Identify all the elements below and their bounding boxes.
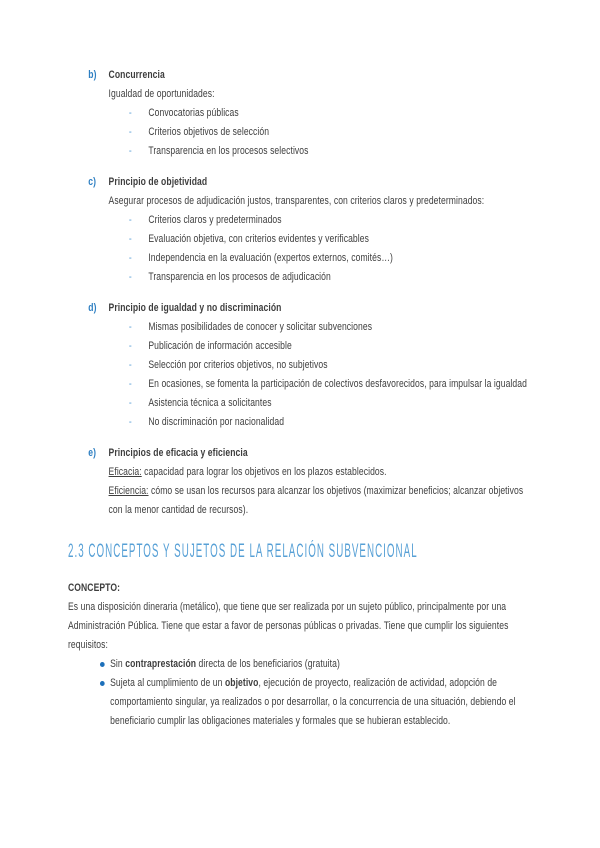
- dash-icon: -: [128, 145, 132, 157]
- bullet-text-bold: contraprestación: [125, 658, 197, 670]
- dash-icon: -: [128, 107, 132, 119]
- bullet-dot-icon: [100, 655, 110, 674]
- definition-line: [109, 482, 530, 520]
- dash-list-item: [109, 211, 530, 230]
- dash-list-item: [109, 268, 530, 287]
- concept-section: [68, 579, 530, 731]
- section-heading: [68, 540, 530, 564]
- concept-label: CONCEPTO:: [68, 582, 121, 594]
- dash-item-text: Selección por criterios objetivos, no subjetivos: [148, 359, 328, 371]
- dash-item-text: Independencia en la evaluación (expertos externos, comités…): [148, 252, 393, 264]
- dash-icon: -: [128, 214, 132, 226]
- item-title: Concurrencia: [108, 69, 165, 81]
- dash-icon: -: [128, 252, 132, 264]
- dash-item-text: Evaluación objetiva, con criterios evidentes y verificables: [148, 233, 369, 245]
- dash-list-item: [109, 375, 530, 394]
- item-body: [109, 66, 530, 161]
- concept-paragraph: Es una disposición dineraria (metálico), que tiene que ser realizada por un sujeto público, principalmente por una Administración Pública. Tiene que estar a favor de personas públicas o privadas. Tiene que cumplir los siguientes requisitos:: [68, 601, 509, 651]
- dash-icon: -: [128, 378, 132, 390]
- bullet-dot-icon: [100, 674, 110, 731]
- bullet-list-item: [68, 655, 530, 674]
- item-intro: Asegurar procesos de adjudicación justos, transparentes, con criterios claros y predeterminados:: [108, 195, 485, 207]
- dash-item-text: Criterios objetivos de selección: [148, 126, 270, 138]
- dash-list-item: [109, 142, 530, 161]
- lettered-item-b: [68, 66, 530, 161]
- dash-list-item: [109, 413, 530, 432]
- dash-list-item: [109, 337, 530, 356]
- dash-item-text: Transparencia en los procesos de adjudicación: [148, 271, 331, 283]
- lettered-item-d: [68, 299, 530, 432]
- dash-icon: -: [128, 126, 132, 138]
- bullet-text-pre: Sujeta al cumplimiento de un: [110, 677, 225, 689]
- definition-term: Eficacia:: [108, 466, 142, 478]
- dash-icon: -: [128, 233, 132, 245]
- dash-list-item: [109, 356, 530, 375]
- dash-icon: -: [128, 340, 132, 352]
- dash-icon: -: [128, 359, 132, 371]
- definition-term: Eficiencia:: [108, 485, 149, 497]
- dash-icon: -: [128, 271, 132, 283]
- bullet-list-item: [68, 674, 530, 731]
- dash-item-text: Transparencia en los procesos selectivos: [148, 145, 309, 157]
- item-letter: e): [88, 447, 97, 459]
- item-title: Principio de objetividad: [108, 176, 208, 188]
- bullet-item-text: [110, 674, 530, 731]
- section-heading-text: 2.3 CONCEPTOS Y SUJETOS DE LA RELACIÓN SUBVENCIONAL: [68, 541, 418, 562]
- dash-item-text: No discriminación por nacionalidad: [148, 416, 285, 428]
- lettered-item-e: [68, 444, 530, 520]
- dash-item-text: En ocasiones, se fomenta la participación de colectivos desfavorecidos, para impulsar la igualdad: [148, 378, 527, 390]
- item-title: Principios de eficacia y eficiencia: [108, 447, 248, 459]
- bullet-item-text: [110, 655, 530, 674]
- dash-item-text: Criterios claros y predeterminados: [148, 214, 282, 226]
- lettered-item-c: [68, 173, 530, 287]
- dash-icon: -: [128, 416, 132, 428]
- item-letter: d): [88, 302, 97, 314]
- item-title: Principio de igualdad y no discriminación: [108, 302, 282, 314]
- item-body: [109, 444, 530, 520]
- dash-icon: -: [128, 397, 132, 409]
- dash-list-item: [109, 230, 530, 249]
- dash-item-text: Convocatorias públicas: [148, 107, 239, 119]
- bullet-text-post: directa de los beneficiarios (gratuita): [196, 658, 340, 670]
- bullet-text-post: , ejecución de proyecto, realización de actividad, adopción de comportamiento singular, ya realizados o por desarrollar, o la concurrencia de una situación, debiendo el beneficiario cumplir las obligaciones materiales y formales que se hubieran establecido.: [110, 677, 516, 727]
- item-letter: c): [88, 176, 97, 188]
- item-letter: b): [88, 69, 97, 81]
- dash-list-item: [109, 318, 530, 337]
- dash-item-text: Asistencia técnica a solicitantes: [148, 397, 272, 409]
- dash-list-item: [109, 249, 530, 268]
- definition-text: cómo se usan los recursos para alcanzar los objetivos (maximizar beneficios; alcanzar objetivos con la menor cantidad de recursos).: [108, 485, 524, 516]
- bullet-text-pre: Sin: [110, 658, 126, 670]
- item-intro: Igualdad de oportunidades:: [108, 88, 215, 100]
- dash-icon: -: [128, 321, 132, 333]
- bullet-text-bold: objetivo: [224, 677, 259, 689]
- dash-list-item: [109, 123, 530, 142]
- definition-text: capacidad para lograr los objetivos en los plazos establecidos.: [141, 466, 387, 478]
- dash-item-text: Publicación de información accesible: [148, 340, 292, 352]
- definition-line: [109, 463, 530, 482]
- document-content: [68, 66, 530, 731]
- dash-list-item: [109, 394, 530, 413]
- item-body: [109, 299, 530, 432]
- dash-list-item: [109, 104, 530, 123]
- dash-item-text: Mismas posibilidades de conocer y solicitar subvenciones: [148, 321, 373, 333]
- item-body: [109, 173, 530, 287]
